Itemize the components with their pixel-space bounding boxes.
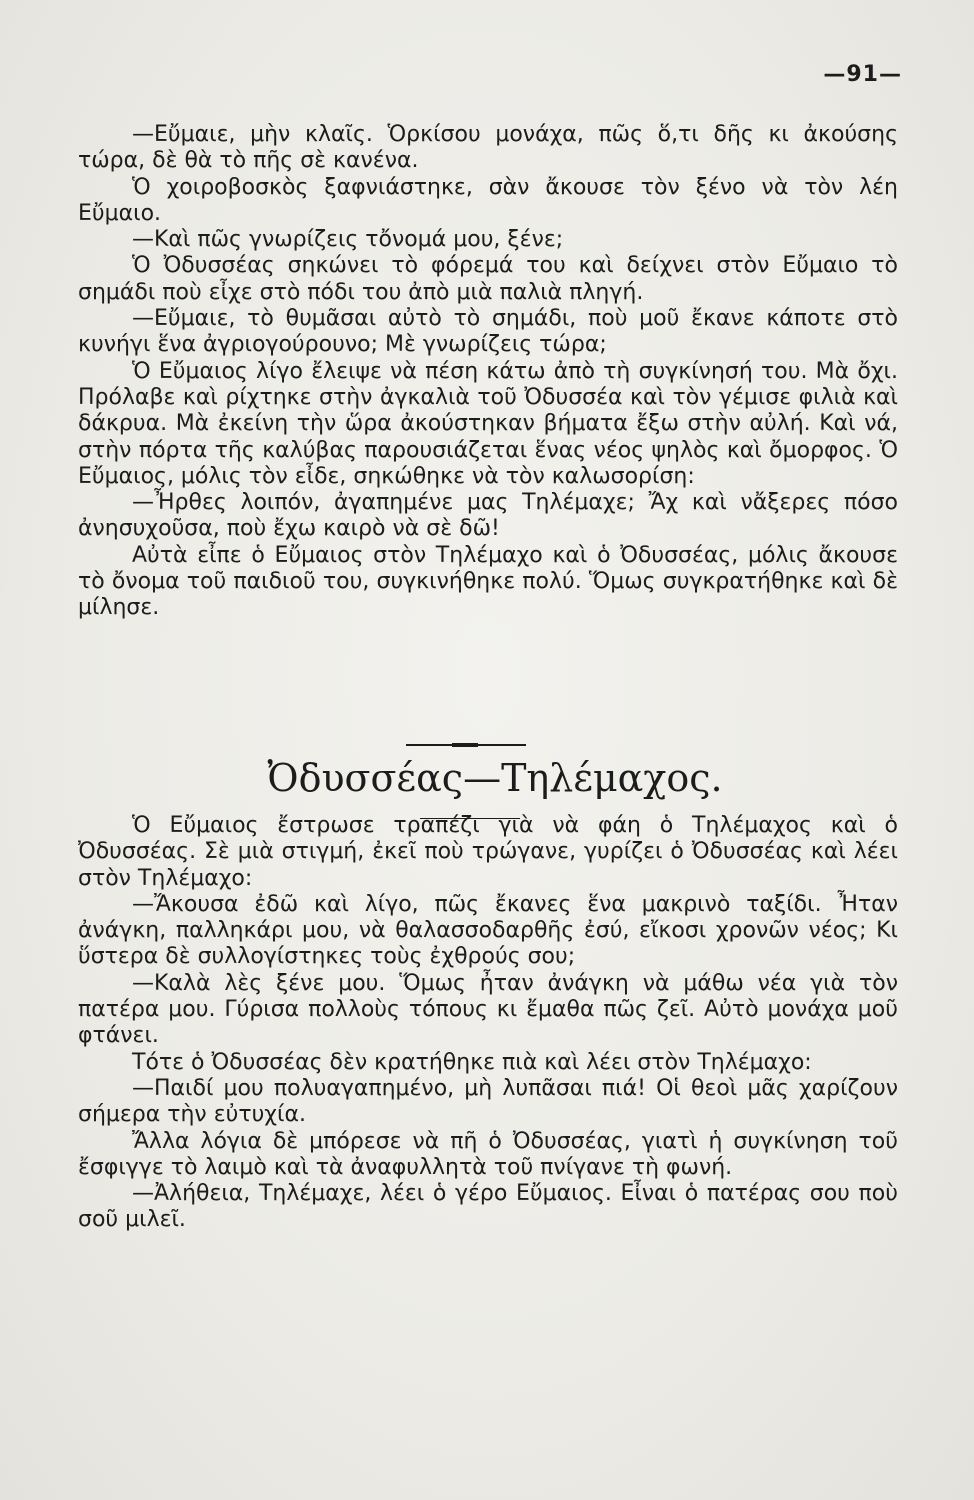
paragraph: —Εὔμαιε, μὴν κλαῖς. Ὁρκίσου μονάχα, πῶς ὅ,τι δῆς κι ἀκούσης τώρα, δὲ θὰ τὸ πῆς σὲ κανένα. (78, 122, 898, 174)
paragraph: —Καὶ πῶς γνωρίζεις τὄνομά μου, ξένε; (132, 227, 564, 253)
paragraph: Ὁ Ὀδυσσέας σηκώνει τὸ φόρεμά του καὶ δείχνει στὸν Εὔμαιο τὸ σημάδι ποὺ εἶχε στὸ πόδι του ἀπὸ μιὰ παλιὰ πληγή. (78, 253, 898, 305)
paragraph: Ἄλλα λόγια δὲ μπόρεσε νὰ πῆ ὁ Ὀδυσσέας, γιατὶ ἡ συγκίνηση τοῦ ἔσφιγγε τὸ λαιμὸ καὶ τὰ ἀναφυλλητὰ τοῦ πνίγανε τὴ φωνή. (78, 1128, 898, 1180)
paragraph: Τότε ὁ Ὀδυσσέας δὲν κρατήθηκε πιὰ καὶ λέει στὸν Τηλέμαχο: (132, 1049, 812, 1075)
paragraph: —Εὔμαιε, τὸ θυμᾶσαι αὐτὸ τὸ σημάδι, ποὺ μοῦ ἔκανε κάποτε στὸ κυνήγι ἕνα ἀγριογούρουνο; Μὲ γνωρίζεις τώρα; (78, 306, 898, 358)
paragraph: Ὁ Εὔμαιος λίγο ἔλειψε νὰ πέση κάτω ἀπὸ τὴ συγκίνησή του. Μὰ ὄχι. Πρόλαβε καὶ ρίχτηκε στὴν ἀγκαλιὰ τοῦ Ὀδυσσέα καὶ τὸν γέμισε φιλιὰ καὶ δάκρυα. Μὰ ἐκείνη τὴν ὥρα ἀκούστηκαν βήματα ἔξω στὴν αὐλή. Καὶ νά, στὴν πόρτα τῆς καλύβας παρουσιάζεται ἕνας νέος ψηλὸς καὶ ὄμορφος. Ὁ Εὔμαιος, μόλις τὸν εἶδε, σηκώθηκε νὰ τὸν καλωσορίση: (78, 358, 898, 489)
paragraph: —Ἀλήθεια, Τηλέμαχε, λέει ὁ γέρο Εὔμαιος. Εἶναι ὁ πατέρας σου ποὺ σοῦ μιλεῖ. (78, 1181, 898, 1233)
paragraph: —Καλὰ λὲς ξένε μου. Ὅμως ἦταν ἀνάγκη νὰ μάθω νέα γιὰ τὸν πατέρα μου. Γύρισα πολλοὺς τόπους κι ἔμαθα πῶς ζεῖ. Αὐτὸ μονάχα μοῦ φτάνει. (78, 970, 898, 1049)
chapter-heading-text: Ὀδυσσέας—Τηλέμαχος. (267, 756, 723, 800)
section-one-text (78, 122, 898, 622)
page-number: —91— (823, 62, 902, 87)
chapter-heading (0, 752, 974, 804)
paragraph: —Ἦρθες λοιπόν, ἀγαπημένε μας Τηλέμαχε; Ἄχ καὶ νἄξερες πόσο ἀνησυχοῦσα, ποὺ ἔχω καιρὸ νὰ σὲ δῶ! (78, 490, 898, 542)
section-divider-top (406, 744, 526, 746)
paragraph: —Παιδί μου πολυαγαπημένο, μὴ λυπᾶσαι πιά! Οἱ θεοὶ μᾶς χαρίζουν σήμερα τὴν εὐτυχία. (78, 1075, 898, 1128)
paragraph: Αὐτὰ εἶπε ὁ Εὔμαιος στὸν Τηλέμαχο καὶ ὁ Ὀδυσσέας, μόλις ἄκουσε τὸ ὄνομα τοῦ παιδιοῦ του, συγκινήθηκε πολύ. Ὅμως συγκρατήθηκε καὶ δὲ μίλησε. (78, 542, 898, 621)
paragraph: Ὁ Εὔμαιος ἔστρωσε τραπέζι γιὰ νὰ φάη ὁ Τηλέμαχος καὶ ὁ Ὀδυσσέας. Σὲ μιὰ στιγμή, ἐκεῖ ποὺ τρώγανε, γυρίζει ὁ Ὀδυσσέας καὶ λέει στὸν Τηλέμαχο: (78, 813, 898, 891)
paragraph: —Ἄκουσα ἐδῶ καὶ λίγο, πῶς ἔκανες ἕνα μακρινὸ ταξίδι. Ἦταν ἀνάγκη, παλληκάρι μου, νὰ θαλασσοδαρθῆς ἐσύ, εἴκοσι χρονῶν νέος; Κι ὕστερα δὲ συλλογίστηκες τοὺς ἐχθρούς σου; (78, 891, 898, 970)
section-two-text (78, 813, 898, 1234)
divider-ornament (452, 743, 478, 747)
paragraph: Ὁ χοιροβοσκὸς ξαφνιάστηκε, σὰν ἄκουσε τὸν ξένο νὰ τὸν λέη Εὔμαιο. (78, 174, 898, 226)
